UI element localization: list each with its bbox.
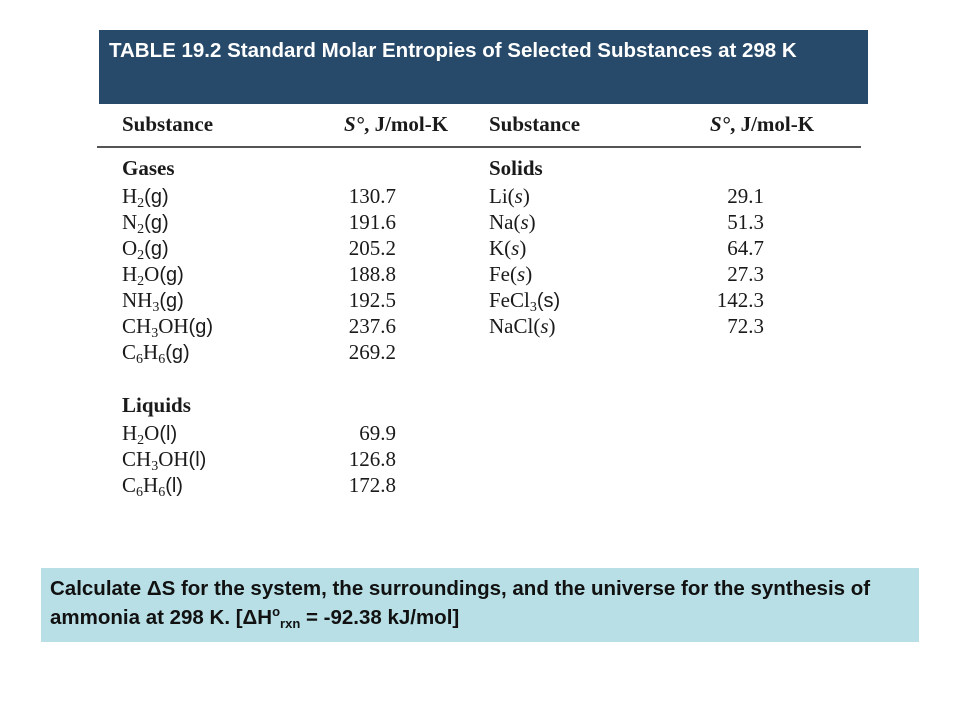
entropy-value: 64.7 [727, 236, 764, 260]
table-row [122, 209, 408, 235]
substance-formula: $N_2(g)$ [122, 210, 169, 237]
table-row [122, 339, 408, 365]
entropy-symbol: S° [710, 112, 731, 136]
entropy-value: 27.3 [727, 262, 764, 286]
substance-header-right: Substance [489, 112, 581, 136]
header-rule [97, 146, 861, 148]
entropy-unit: , J/mol-K [364, 112, 449, 136]
entropy-symbol: S° [344, 112, 365, 136]
table-row [122, 446, 408, 472]
question-box [41, 568, 919, 642]
entropy-value: 191.6 [348, 210, 396, 234]
substance-formula: $H_2(g)$ [122, 184, 169, 211]
question-subscript: rxn [280, 616, 301, 631]
substance-formula: NaCl(s) [489, 314, 556, 338]
table-row [122, 420, 408, 446]
table-row [122, 261, 408, 287]
entropy-value: 72.3 [727, 314, 764, 338]
table-row [489, 235, 776, 261]
substance-formula: K(s) [489, 236, 527, 260]
entropy-value: 126.8 [348, 447, 396, 471]
table-row [122, 472, 408, 498]
entropy-header-right [710, 112, 814, 137]
entropy-value: 69.9 [359, 421, 396, 445]
substance-formula: FeCl$_3$(s) [489, 288, 561, 315]
entropy-value: 29.1 [727, 184, 764, 208]
entropy-value: 188.8 [348, 262, 396, 286]
substance-formula: Li(s) [489, 184, 530, 208]
group-label-liquids: Liquids [122, 393, 191, 417]
entropy-value: 142.3 [716, 288, 764, 312]
table-row [489, 183, 776, 209]
table-row [489, 287, 776, 313]
entropy-value: 205.2 [348, 236, 396, 260]
substance-formula: $H_2O(g)$ [122, 262, 184, 289]
table-row [122, 235, 408, 261]
substance-formula: $C_6H_6(l)$ [122, 473, 183, 500]
entropy-unit: , J/mol-K [730, 112, 815, 136]
substance-formula: $C_6H_6(g)$ [122, 340, 190, 367]
entropy-value: 172.8 [348, 473, 396, 497]
substance-formula: $CH_3OH(l)$ [122, 447, 207, 474]
entropy-value: 269.2 [348, 340, 396, 364]
table-row [489, 313, 776, 339]
entropy-value: 192.5 [348, 288, 396, 312]
question-text: Calculate ΔS for the system, the surroundings, and the universe for the synthesis of ammonia at 298 K. [ΔH [50, 577, 871, 629]
entropy-value: 51.3 [727, 210, 764, 234]
substance-formula: $H_2O(l)$ [122, 421, 178, 448]
table-row [489, 209, 776, 235]
substance-formula: Na(s) [489, 210, 536, 234]
table-title: TABLE 19.2 Standard Molar Entropies of Selected Substances at 298 K [99, 30, 868, 104]
table-row [122, 313, 408, 339]
substance-formula: $CH_3OH(g)$ [122, 314, 213, 341]
question-superscript: o [272, 604, 281, 619]
group-label-solids: Solids [489, 156, 543, 180]
table-row [122, 183, 408, 209]
question-tail: = -92.38 kJ/mol] [300, 606, 460, 629]
substance-formula: $NH_3(g)$ [122, 288, 184, 315]
group-label-gases: Gases [122, 156, 175, 180]
entropy-value: 130.7 [348, 184, 396, 208]
substance-formula: $O_2(g)$ [122, 236, 169, 263]
table-row [489, 261, 776, 287]
table-row [122, 287, 408, 313]
entropy-value: 237.6 [348, 314, 396, 338]
entropy-header-left [344, 112, 448, 137]
substance-header-left: Substance [122, 112, 214, 136]
substance-formula: Fe(s) [489, 262, 533, 286]
